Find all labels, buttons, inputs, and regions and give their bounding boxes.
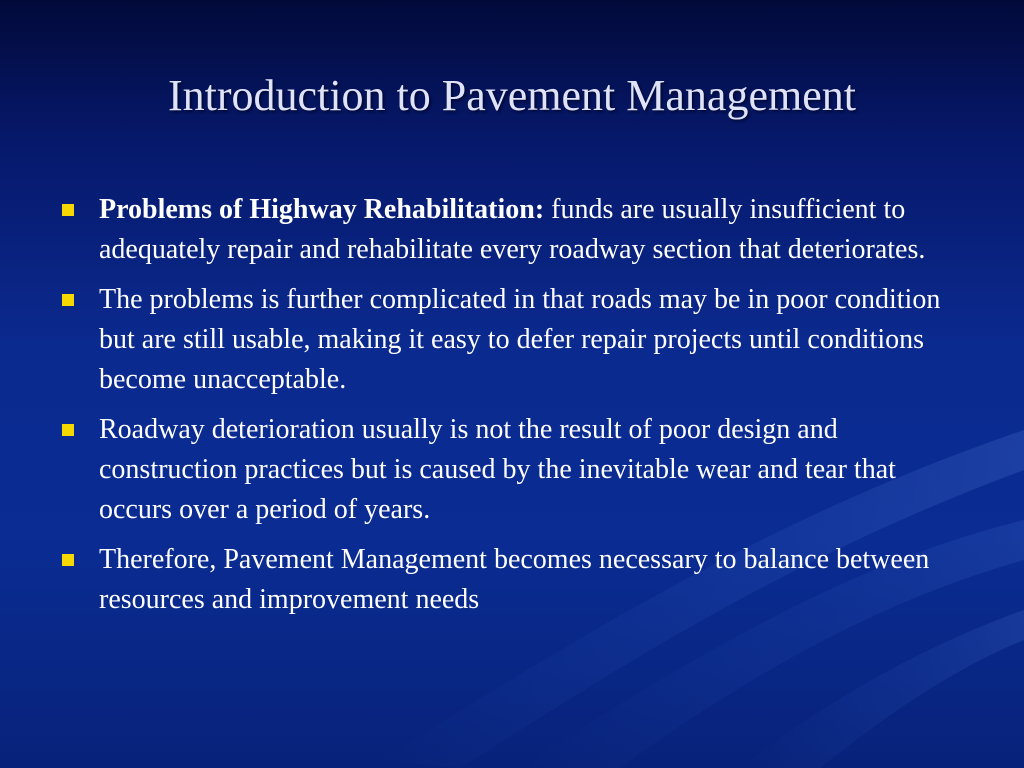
square-bullet-icon xyxy=(62,204,74,216)
bullet-text: funds are usually insufficient to adequately repair and rehabilitate every roadway section that deteriorates. xyxy=(99,194,926,265)
square-bullet-icon xyxy=(62,554,74,566)
bullet-item xyxy=(62,540,962,620)
bullet-text: The problems is further complicated in that roads may be in poor condition but are still usable, making it easy to defer repair projects until conditions become unacceptable. xyxy=(99,284,941,395)
square-bullet-icon xyxy=(62,424,74,436)
bullet-item xyxy=(62,410,962,530)
bullet-lead: Problems of Highway Rehabilitation: xyxy=(99,194,545,225)
slide-title: Introduction to Pavement Management xyxy=(168,71,856,120)
bullet-text: Roadway deterioration usually is not the result of poor design and construction practices but is caused by the inevitable wear and tear that occurs over a period of years. xyxy=(99,414,896,525)
bullet-list xyxy=(62,190,962,630)
bullet-item xyxy=(62,190,962,270)
bullet-item xyxy=(62,280,962,400)
bullet-text: Therefore, Pavement Management becomes necessary to balance between resources and improvement needs xyxy=(99,544,930,615)
square-bullet-icon xyxy=(62,294,74,306)
